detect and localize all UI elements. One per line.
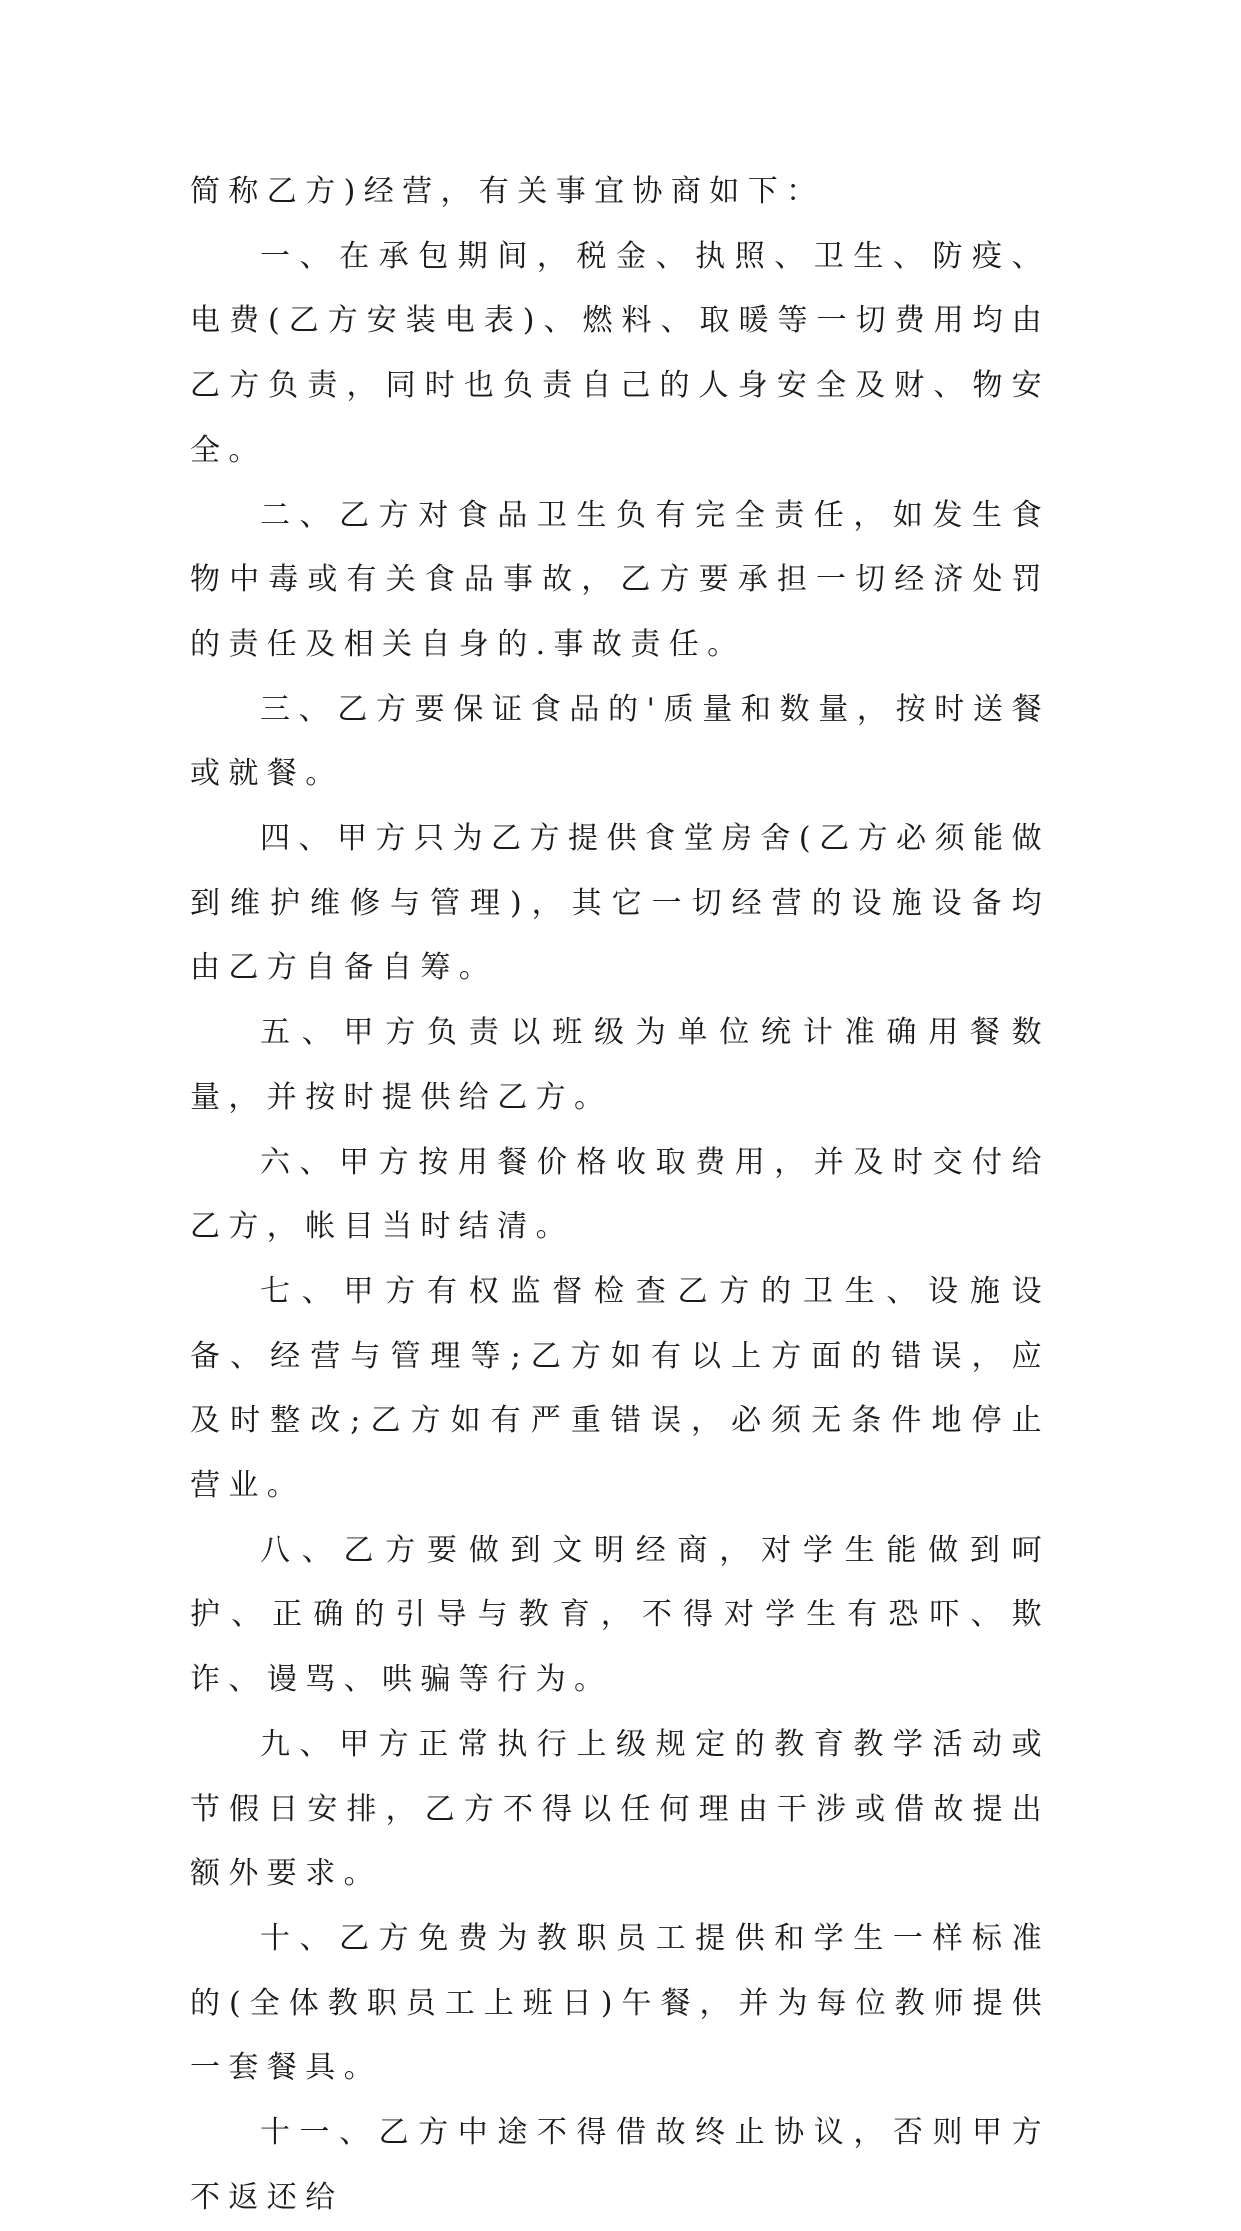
clause-1: 一、在承包期间，税金、执照、卫生、防疫、电费(乙方安装电表)、燃料、取暖等一切费用均由乙方负责，同时也负责自己的人身安全及财、物安全。 bbox=[190, 238, 1050, 468]
clause-8: 八、乙方要做到文明经商，对学生能做到呵护、正确的引导与教育，不得对学生有恐吓、欺诈、谩骂、哄骗等行为。 bbox=[190, 1532, 1050, 1698]
clause-7: 七、甲方有权监督检查乙方的卫生、设施设备、经营与管理等;乙方如有以上方面的错误，应及时整改;乙方如有严重错误，必须无条件地停止营业。 bbox=[190, 1273, 1050, 1504]
clause-11: 十一、乙方中途不得借故终止协议，否则甲方不返还给 bbox=[190, 2115, 1050, 2215]
clause-3: 三、乙方要保证食品的'质量和数量，按时送餐或就餐。 bbox=[190, 691, 1050, 792]
clause-2: 二、乙方对食品卫生负有完全责任，如发生食物中毒或有关食品事故，乙方要承担一切经济处罚的责任及相关自身的.事故责任。 bbox=[190, 497, 1050, 662]
clause-5: 五、甲方负责以班级为单位统计准确用餐数量，并按时提供给乙方。 bbox=[190, 1015, 1050, 1115]
document-body bbox=[190, 160, 1050, 2231]
clause-4: 四、甲方只为乙方提供食堂房舍(乙方必须能做到维护维修与管理)，其它一切经营的设施设备均由乙方自备自筹。 bbox=[190, 821, 1050, 986]
clause-6: 六、甲方按用餐价格收取费用，并及时交付给乙方，帐目当时结清。 bbox=[190, 1144, 1050, 1245]
clause-9: 九、甲方正常执行上级规定的教育教学活动或节假日安排，乙方不得以任何理由干涉或借故提出额外要求。 bbox=[190, 1726, 1050, 1892]
clause-10: 十、乙方免费为教职员工提供和学生一样标准的(全体教职员工上班日)午餐，并为每位教师提供一套餐具。 bbox=[190, 1920, 1050, 2086]
paragraph-intro: 简称乙方)经营，有关事宜协商如下： bbox=[190, 174, 825, 209]
